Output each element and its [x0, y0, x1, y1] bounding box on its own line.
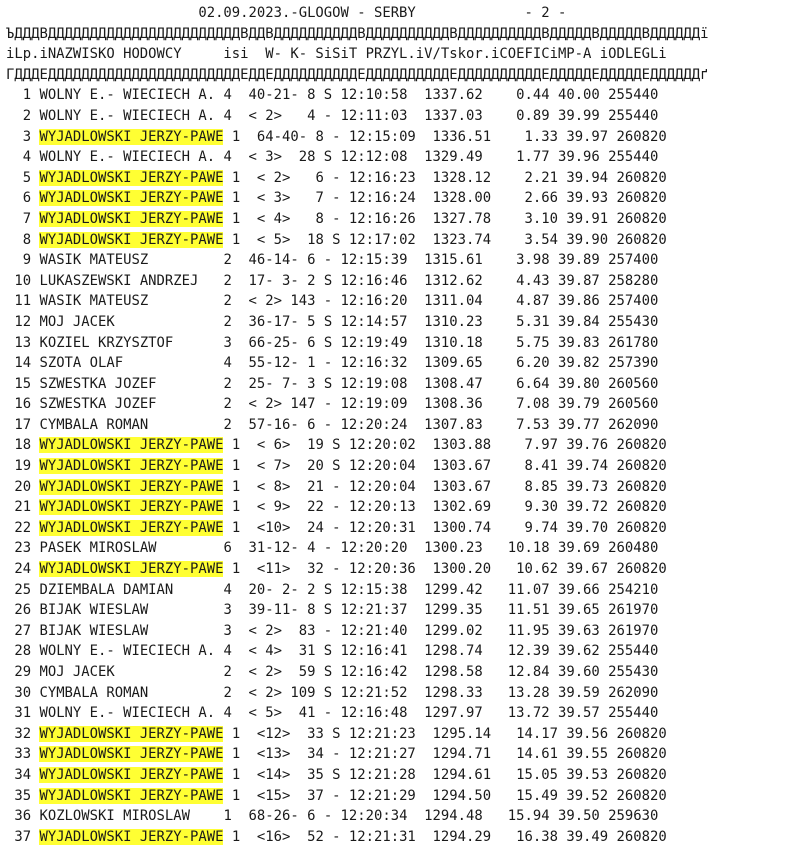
results-rows	[6, 85, 800, 847]
table-row	[6, 106, 800, 127]
row-values: 1 < 8> 21 - 12:20:04 1303.67 8.85 39.73 260820	[223, 478, 667, 495]
table-row	[6, 600, 800, 621]
row-values: 1 <16> 52 - 12:21:31 1294.29 16.38 39.49 260820	[223, 828, 667, 845]
table-row	[6, 518, 800, 539]
row-values: 1 <14> 35 S 12:21:28 1294.61 15.05 39.53 260820	[223, 766, 667, 783]
breeder-name: WYJADLOWSKI JERZY-PAWE	[39, 746, 224, 763]
row-position: 14	[6, 355, 32, 372]
row-values: 1 < 9> 22 - 12:20:13 1302.69 9.30 39.72 260820	[223, 499, 667, 516]
row-position: 7	[6, 210, 32, 227]
row-position: 5	[6, 169, 32, 186]
row-position: 26	[6, 602, 32, 619]
table-row	[6, 456, 800, 477]
row-values: 4 < 3> 28 S 12:12:08 1329.49 1.77 39.96 255440	[215, 149, 659, 166]
table-row	[6, 353, 800, 374]
table-row	[6, 230, 800, 251]
breeder-name: SZWESTKA JOZEF	[39, 396, 157, 413]
breeder-name: KOZIEL KRZYSZTOF	[39, 334, 174, 351]
row-position: 37	[6, 828, 32, 845]
row-values: 2 57-16- 6 - 12:20:24 1307.83 7.53 39.77 262090	[148, 416, 659, 433]
document-title: 02.09.2023.-GLOGOW - SERBY - 2 -	[6, 5, 567, 21]
row-position: 27	[6, 622, 32, 639]
row-position: 35	[6, 787, 32, 804]
row-position: 23	[6, 540, 32, 557]
breeder-name: DZIEMBALA DAMIAN	[39, 581, 174, 598]
table-row	[6, 147, 800, 168]
row-position: 21	[6, 499, 32, 516]
table-row	[6, 538, 800, 559]
table-row	[6, 415, 800, 436]
row-position: 30	[6, 684, 32, 701]
row-position: 12	[6, 313, 32, 330]
breeder-name: WYJADLOWSKI JERZY-PAWE	[39, 231, 224, 248]
table-border-bottom: ГДДДЕДДДДДДДДДДДДДДДДДДДДДДДЕДДЕДДДДДДДДДДЕДДДДДДДДДДЕДДДДДДДДДДЕДДДДДЕДДДДДЕДДДДДДґ	[6, 66, 709, 83]
row-values: 1 < 7> 20 S 12:20:04 1303.67 8.41 39.74 260820	[223, 458, 667, 475]
row-position: 6	[6, 190, 32, 207]
row-values: 1 <13> 34 - 12:21:27 1294.71 14.61 39.55 260820	[223, 746, 667, 763]
row-position: 2	[6, 107, 32, 124]
table-row	[6, 497, 800, 518]
row-values: 4 40-21- 8 S 12:10:58 1337.62 0.44 40.00 255440	[215, 87, 659, 104]
row-values: 1 <11> 32 - 12:20:36 1300.20 10.62 39.67 260820	[223, 561, 667, 578]
row-position: 28	[6, 643, 32, 660]
breeder-name: BIJAK WIESLAW	[39, 622, 149, 639]
row-position: 1	[6, 87, 32, 104]
row-position: 16	[6, 396, 32, 413]
table-row	[6, 827, 800, 848]
breeder-name: WYJADLOWSKI JERZY-PAWE	[39, 766, 224, 783]
table-border-top: ЪДДДВДДДДДДДДДДДДДДДДДДДДДДДВДДВДДДДДДДДДДВДДДДДДДДДДВДДДДДДДДДДВДДДДДВДДДДДВДДДДДДї	[6, 25, 709, 42]
row-values: 4 < 5> 41 - 12:16:48 1297.97 13.72 39.57 255440	[215, 705, 659, 722]
breeder-name: SZOTA OLAF	[39, 355, 124, 372]
table-row	[6, 662, 800, 683]
breeder-name: MOJ JACEK	[39, 313, 115, 330]
row-position: 22	[6, 519, 32, 536]
table-row	[6, 250, 800, 271]
table-row	[6, 703, 800, 724]
row-values: 2 46-14- 6 - 12:15:39 1315.61 3.98 39.89 257400	[148, 252, 659, 269]
row-position: 4	[6, 149, 32, 166]
table-row	[6, 641, 800, 662]
table-row	[6, 291, 800, 312]
table-row	[6, 188, 800, 209]
row-values: 4 < 2> 4 - 12:11:03 1337.03 0.89 39.99 255440	[215, 107, 659, 124]
table-row	[6, 559, 800, 580]
row-position: 9	[6, 252, 32, 269]
table-row	[6, 580, 800, 601]
row-values: 4 < 4> 31 S 12:16:41 1298.74 12.39 39.62 255440	[215, 643, 659, 660]
row-values: 1 < 2> 6 - 12:16:23 1328.12 2.21 39.94 260820	[223, 169, 667, 186]
breeder-name: CYMBALA ROMAN	[39, 416, 149, 433]
row-values: 4 55-12- 1 - 12:16:32 1309.65 6.20 39.82 257390	[123, 355, 659, 372]
breeder-name: WOLNY E.- WIECIECH A.	[39, 643, 216, 660]
breeder-name: WASIK MATEUSZ	[39, 293, 149, 310]
row-values: 3 66-25- 6 S 12:19:49 1310.18 5.75 39.83 261780	[173, 334, 659, 351]
breeder-name: WYJADLOWSKI JERZY-PAWE	[39, 519, 224, 536]
table-column-headers: іLp.іNAZWISKO HODOWCY іsi W- K- SiSiT PRZYL.іV/Tskor.іCOEFICіMP-A іODLEGLі	[6, 46, 667, 63]
table-row	[6, 724, 800, 745]
row-position: 17	[6, 416, 32, 433]
table-row	[6, 168, 800, 189]
row-position: 20	[6, 478, 32, 495]
table-row	[6, 477, 800, 498]
row-values: 6 31-12- 4 - 12:20:20 1300.23 10.18 39.69 260480	[156, 540, 659, 557]
row-position: 3	[6, 128, 32, 145]
breeder-name: WYJADLOWSKI JERZY-PAWE	[39, 561, 224, 578]
breeder-name: WYJADLOWSKI JERZY-PAWE	[39, 725, 224, 742]
breeder-name: SZWESTKA JOZEF	[39, 375, 157, 392]
row-values: 1 <10> 24 - 12:20:31 1300.74 9.74 39.70 260820	[223, 519, 667, 536]
row-values: 4 20- 2- 2 S 12:15:38 1299.42 11.07 39.66 254210	[173, 581, 659, 598]
breeder-name: WYJADLOWSKI JERZY-PAWE	[39, 190, 224, 207]
breeder-name: WOLNY E.- WIECIECH A.	[39, 149, 216, 166]
row-position: 10	[6, 272, 32, 289]
table-row	[6, 312, 800, 333]
row-values: 2 17- 3- 2 S 12:16:46 1312.62 4.43 39.87 258280	[198, 272, 659, 289]
row-position: 8	[6, 231, 32, 248]
table-row	[6, 333, 800, 354]
breeder-name: CYMBALA ROMAN	[39, 684, 149, 701]
row-values: 1 < 3> 7 - 12:16:24 1328.00 2.66 39.93 260820	[223, 190, 667, 207]
row-position: 25	[6, 581, 32, 598]
row-position: 13	[6, 334, 32, 351]
table-row	[6, 765, 800, 786]
row-values: 1 < 5> 18 S 12:17:02 1323.74 3.54 39.90 260820	[223, 231, 667, 248]
breeder-name: BIJAK WIESLAW	[39, 602, 149, 619]
row-position: 31	[6, 705, 32, 722]
row-values: 1 <15> 37 - 12:21:29 1294.50 15.49 39.52 260820	[223, 787, 667, 804]
row-position: 11	[6, 293, 32, 310]
row-values: 1 <12> 33 S 12:21:23 1295.14 14.17 39.56 260820	[223, 725, 667, 742]
table-row	[6, 271, 800, 292]
row-values: 1 < 6> 19 S 12:20:02 1303.88 7.97 39.76 260820	[223, 437, 667, 454]
row-position: 36	[6, 808, 32, 825]
table-row	[6, 621, 800, 642]
row-values: 2 < 2> 143 - 12:16:20 1311.04 4.87 39.86 257400	[148, 293, 659, 310]
row-position: 32	[6, 725, 32, 742]
breeder-name: WYJADLOWSKI JERZY-PAWE	[39, 828, 224, 845]
table-row	[6, 806, 800, 827]
table-row	[6, 394, 800, 415]
breeder-name: WYJADLOWSKI JERZY-PAWE	[39, 499, 224, 516]
row-values: 2 < 2> 109 S 12:21:52 1298.33 13.28 39.59 262090	[148, 684, 659, 701]
table-row	[6, 127, 800, 148]
breeder-name: WASIK MATEUSZ	[39, 252, 149, 269]
table-row	[6, 683, 800, 704]
row-values: 3 < 2> 83 - 12:21:40 1299.02 11.95 39.63 261970	[148, 622, 659, 639]
row-position: 19	[6, 458, 32, 475]
row-position: 24	[6, 561, 32, 578]
table-row	[6, 786, 800, 807]
breeder-name: MOJ JACEK	[39, 664, 115, 680]
table-row	[6, 435, 800, 456]
breeder-name: WYJADLOWSKI JERZY-PAWE	[39, 210, 224, 227]
table-row	[6, 744, 800, 765]
table-row	[6, 85, 800, 106]
table-row	[6, 209, 800, 230]
breeder-name: WOLNY E.- WIECIECH A.	[39, 87, 216, 104]
breeder-name: WYJADLOWSKI JERZY-PAWE	[39, 128, 224, 145]
breeder-name: WOLNY E.- WIECIECH A.	[39, 107, 216, 124]
breeder-name: WOLNY E.- WIECIECH A.	[39, 705, 216, 722]
breeder-name: WYJADLOWSKI JERZY-PAWE	[39, 478, 224, 495]
row-values: 3 39-11- 8 S 12:21:37 1299.35 11.51 39.65 261970	[148, 602, 659, 619]
row-position: 34	[6, 766, 32, 783]
row-values: 1 < 4> 8 - 12:16:26 1327.78 3.10 39.91 260820	[223, 210, 667, 227]
row-values: 2 36-17- 5 S 12:14:57 1310.23 5.31 39.84 255430	[114, 313, 659, 330]
breeder-name: KOZLOWSKI MIROSLAW	[39, 808, 191, 825]
row-position: 33	[6, 746, 32, 763]
row-values: 2 < 2> 147 - 12:19:09 1308.36 7.08 39.79 260560	[156, 396, 659, 413]
breeder-name: WYJADLOWSKI JERZY-PAWE	[39, 169, 224, 186]
table-row	[6, 374, 800, 395]
row-position: 29	[6, 664, 32, 680]
row-values: 2 25- 7- 3 S 12:19:08 1308.47 6.64 39.80 260560	[156, 375, 659, 392]
row-values: 2 < 2> 59 S 12:16:42 1298.58 12.84 39.60 255430	[114, 664, 659, 680]
row-values: 1 68-26- 6 - 12:20:34 1294.48 15.94 39.50 259630	[190, 808, 659, 825]
breeder-name: WYJADLOWSKI JERZY-PAWE	[39, 787, 224, 804]
breeder-name: PASEK MIROSLAW	[39, 540, 157, 557]
breeder-name: WYJADLOWSKI JERZY-PAWE	[39, 458, 224, 475]
breeder-name: WYJADLOWSKI JERZY-PAWE	[39, 437, 224, 454]
row-position: 15	[6, 375, 32, 392]
breeder-name: LUKASZEWSKI ANDRZEJ	[39, 272, 199, 289]
row-values: 1 64-40- 8 - 12:15:09 1336.51 1.33 39.97 260820	[223, 128, 667, 145]
row-position: 18	[6, 437, 32, 454]
